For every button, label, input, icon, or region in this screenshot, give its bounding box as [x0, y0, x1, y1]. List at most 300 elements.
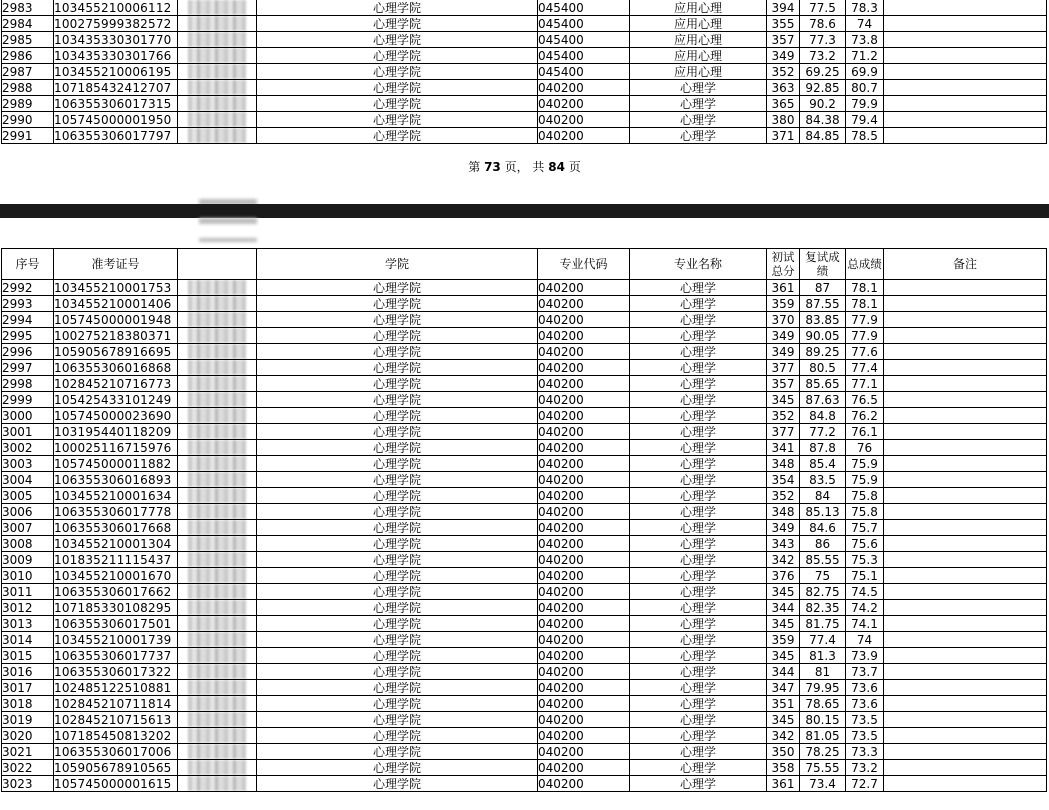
cell-exam-number: 102845210711814	[54, 696, 178, 712]
cell-school: 心理学院	[257, 728, 538, 744]
cell-name-redacted	[178, 96, 257, 112]
redaction-blur	[188, 728, 246, 743]
cell-retest-score: 83.5	[800, 472, 846, 488]
table-row	[2, 128, 1047, 144]
cell-exam-number: 105745000001950	[54, 112, 178, 128]
redaction-blur	[188, 744, 246, 759]
header-major-code: 专业代码	[538, 249, 630, 280]
cell-initial-score: 359	[767, 632, 800, 648]
cell-major-name: 心理学	[630, 568, 767, 584]
table-row	[2, 712, 1047, 728]
table-row	[2, 296, 1047, 312]
cell-total-score: 78.1	[846, 280, 884, 296]
cell-exam-number: 105425433101249	[54, 392, 178, 408]
cell-initial-score: 342	[767, 552, 800, 568]
cell-exam-number: 103455210001670	[54, 568, 178, 584]
cell-major-name: 心理学	[630, 312, 767, 328]
redaction-blur	[188, 80, 246, 95]
cell-total-score: 73.5	[846, 728, 884, 744]
redaction-blur	[188, 520, 246, 535]
header-school: 学院	[257, 249, 538, 280]
cell-exam-number: 106355306016868	[54, 360, 178, 376]
cell-initial-score: 355	[767, 16, 800, 32]
cell-seq: 3001	[2, 424, 54, 440]
cell-seq: 3010	[2, 568, 54, 584]
cell-initial-score: 341	[767, 440, 800, 456]
cell-major-code: 040200	[538, 408, 630, 424]
cell-name-redacted	[178, 744, 257, 760]
cell-initial-score: 357	[767, 32, 800, 48]
cell-school: 心理学院	[257, 744, 538, 760]
redaction-blur	[188, 0, 246, 15]
cell-retest-score: 78.6	[800, 16, 846, 32]
cell-major-code: 040200	[538, 80, 630, 96]
cell-retest-score: 87.55	[800, 296, 846, 312]
table-row	[2, 16, 1047, 32]
cell-retest-score: 81.3	[800, 648, 846, 664]
cell-initial-score: 354	[767, 472, 800, 488]
cell-initial-score: 380	[767, 112, 800, 128]
cell-note	[884, 584, 1047, 600]
redaction-blur	[188, 488, 246, 503]
cell-seq: 2984	[2, 16, 54, 32]
cell-major-name: 心理学	[630, 616, 767, 632]
cell-note	[884, 520, 1047, 536]
cell-note	[884, 408, 1047, 424]
table-row	[2, 504, 1047, 520]
cell-retest-score: 85.65	[800, 376, 846, 392]
cell-school: 心理学院	[257, 328, 538, 344]
cell-retest-score: 79.95	[800, 680, 846, 696]
cell-major-name: 心理学	[630, 696, 767, 712]
cell-exam-number: 100275999382572	[54, 16, 178, 32]
cell-note	[884, 712, 1047, 728]
cell-note	[884, 680, 1047, 696]
cell-retest-score: 85.55	[800, 552, 846, 568]
cell-major-code: 040200	[538, 344, 630, 360]
cell-initial-score: 344	[767, 600, 800, 616]
cell-school: 心理学院	[257, 472, 538, 488]
cell-exam-number: 103435330301770	[54, 32, 178, 48]
cell-seq: 2986	[2, 48, 54, 64]
cell-name-redacted	[178, 128, 257, 144]
cell-initial-score: 344	[767, 664, 800, 680]
cell-seq: 3014	[2, 632, 54, 648]
cell-seq: 3000	[2, 408, 54, 424]
cell-major-name: 心理学	[630, 744, 767, 760]
cell-name-redacted	[178, 80, 257, 96]
cell-retest-score: 77.5	[800, 0, 846, 16]
cell-retest-score: 84.85	[800, 128, 846, 144]
cell-initial-score: 352	[767, 408, 800, 424]
cell-major-name: 心理学	[630, 80, 767, 96]
cell-seq: 2983	[2, 0, 54, 16]
cell-seq: 3017	[2, 680, 54, 696]
cell-school: 心理学院	[257, 504, 538, 520]
cell-total-score: 77.1	[846, 376, 884, 392]
table-row	[2, 472, 1047, 488]
cell-major-code: 040200	[538, 680, 630, 696]
cell-retest-score: 77.4	[800, 632, 846, 648]
cell-major-code: 040200	[538, 424, 630, 440]
redaction-blur	[199, 238, 257, 242]
cell-note	[884, 632, 1047, 648]
cell-major-name: 心理学	[630, 664, 767, 680]
cell-exam-number: 106355306017662	[54, 584, 178, 600]
cell-name-redacted	[178, 520, 257, 536]
cell-name-redacted	[178, 296, 257, 312]
cell-exam-number: 102485122510881	[54, 680, 178, 696]
redaction-blur	[188, 296, 246, 311]
cell-name-redacted	[178, 648, 257, 664]
cell-total-score: 79.4	[846, 112, 884, 128]
cell-major-code: 040200	[538, 776, 630, 792]
cell-exam-number: 103455210001753	[54, 280, 178, 296]
cell-seq: 3002	[2, 440, 54, 456]
cell-retest-score: 75.55	[800, 760, 846, 776]
cell-total-score: 74	[846, 16, 884, 32]
cell-total-score: 78.5	[846, 128, 884, 144]
cell-note	[884, 472, 1047, 488]
cell-retest-score: 77.2	[800, 424, 846, 440]
cell-major-name: 心理学	[630, 392, 767, 408]
cell-major-code: 040200	[538, 600, 630, 616]
cell-major-code: 040200	[538, 280, 630, 296]
cell-total-score: 73.8	[846, 32, 884, 48]
table-row	[2, 312, 1047, 328]
cell-exam-number: 106355306017797	[54, 128, 178, 144]
cell-retest-score: 84.8	[800, 408, 846, 424]
results-table-top	[1, 0, 1047, 144]
cell-name-redacted	[178, 456, 257, 472]
cell-exam-number: 105745000001948	[54, 312, 178, 328]
cell-note	[884, 16, 1047, 32]
cell-major-code: 040200	[538, 568, 630, 584]
redaction-blur	[188, 568, 246, 583]
cell-name-redacted	[178, 536, 257, 552]
cell-initial-score: 347	[767, 680, 800, 696]
cell-seq: 3016	[2, 664, 54, 680]
cell-exam-number: 102845210716773	[54, 376, 178, 392]
table-row	[2, 0, 1047, 16]
cell-initial-score: 345	[767, 712, 800, 728]
redaction-blur	[199, 218, 257, 224]
table-row	[2, 456, 1047, 472]
cell-name-redacted	[178, 48, 257, 64]
redaction-blur	[188, 776, 246, 791]
cell-total-score: 76.1	[846, 424, 884, 440]
cell-note	[884, 0, 1047, 16]
cell-major-name: 心理学	[630, 712, 767, 728]
cell-seq: 3015	[2, 648, 54, 664]
table-row	[2, 328, 1047, 344]
cell-initial-score: 377	[767, 360, 800, 376]
cell-major-name: 心理学	[630, 648, 767, 664]
header-initial-score: 初试总分	[767, 249, 800, 280]
cell-note	[884, 112, 1047, 128]
cell-major-name: 心理学	[630, 600, 767, 616]
header-seq: 序号	[2, 249, 54, 280]
cell-exam-number: 103455210001304	[54, 536, 178, 552]
cell-school: 心理学院	[257, 536, 538, 552]
cell-initial-score: 377	[767, 424, 800, 440]
cell-name-redacted	[178, 632, 257, 648]
redaction-blur	[188, 64, 246, 79]
cell-school: 心理学院	[257, 344, 538, 360]
table-row	[2, 584, 1047, 600]
cell-school: 心理学院	[257, 0, 538, 16]
cell-exam-number: 106355306016893	[54, 472, 178, 488]
cell-note	[884, 728, 1047, 744]
redaction-blur	[188, 32, 246, 47]
cell-exam-number: 105905678916695	[54, 344, 178, 360]
table-row	[2, 392, 1047, 408]
cell-seq: 3012	[2, 600, 54, 616]
cell-name-redacted	[178, 616, 257, 632]
cell-major-code: 040200	[538, 96, 630, 112]
cell-seq: 2990	[2, 112, 54, 128]
cell-retest-score: 86	[800, 536, 846, 552]
table-row	[2, 696, 1047, 712]
cell-school: 心理学院	[257, 80, 538, 96]
cell-exam-number: 107185450813202	[54, 728, 178, 744]
cell-name-redacted	[178, 32, 257, 48]
header-retest-score: 复试成绩	[800, 249, 846, 280]
cell-school: 心理学院	[257, 760, 538, 776]
cell-major-code: 040200	[538, 392, 630, 408]
cell-note	[884, 776, 1047, 792]
cell-retest-score: 82.75	[800, 584, 846, 600]
cell-total-score: 73.3	[846, 744, 884, 760]
cell-seq: 3020	[2, 728, 54, 744]
cell-seq: 2991	[2, 128, 54, 144]
cell-exam-number: 106355306017322	[54, 664, 178, 680]
cell-major-name: 心理学	[630, 456, 767, 472]
cell-school: 心理学院	[257, 568, 538, 584]
cell-school: 心理学院	[257, 312, 538, 328]
cell-name-redacted	[178, 360, 257, 376]
cell-school: 心理学院	[257, 16, 538, 32]
cell-note	[884, 344, 1047, 360]
cell-total-score: 75.9	[846, 456, 884, 472]
cell-retest-score: 81.75	[800, 616, 846, 632]
cell-major-name: 心理学	[630, 536, 767, 552]
cell-total-score: 77.4	[846, 360, 884, 376]
cell-major-code: 040200	[538, 456, 630, 472]
cell-total-score: 77.9	[846, 328, 884, 344]
table-row	[2, 536, 1047, 552]
cell-note	[884, 536, 1047, 552]
cell-major-name: 心理学	[630, 488, 767, 504]
cell-exam-number: 102845210715613	[54, 712, 178, 728]
table-row	[2, 424, 1047, 440]
redaction-blur	[188, 360, 246, 375]
cell-initial-score: 394	[767, 0, 800, 16]
cell-exam-number: 105745000011882	[54, 456, 178, 472]
cell-school: 心理学院	[257, 440, 538, 456]
cell-exam-number: 106355306017315	[54, 96, 178, 112]
cell-school: 心理学院	[257, 648, 538, 664]
cell-major-code: 040200	[538, 328, 630, 344]
cell-major-code: 045400	[538, 0, 630, 16]
cell-note	[884, 376, 1047, 392]
table-row	[2, 552, 1047, 568]
cell-major-name: 应用心理	[630, 0, 767, 16]
cell-retest-score: 89.25	[800, 344, 846, 360]
cell-school: 心理学院	[257, 488, 538, 504]
redaction-blur	[188, 456, 246, 471]
cell-total-score: 69.9	[846, 64, 884, 80]
cell-major-code: 040200	[538, 376, 630, 392]
cell-seq: 3023	[2, 776, 54, 792]
cell-initial-score: 352	[767, 488, 800, 504]
cell-total-score: 75.1	[846, 568, 884, 584]
cell-retest-score: 90.2	[800, 96, 846, 112]
cell-exam-number: 103455210001739	[54, 632, 178, 648]
table-row	[2, 760, 1047, 776]
table-row	[2, 96, 1047, 112]
cell-initial-score: 365	[767, 96, 800, 112]
table-row	[2, 600, 1047, 616]
cell-name-redacted	[178, 312, 257, 328]
cell-name-redacted	[178, 376, 257, 392]
cell-exam-number: 106355306017737	[54, 648, 178, 664]
cell-major-name: 心理学	[630, 128, 767, 144]
cell-total-score: 75.6	[846, 536, 884, 552]
cell-initial-score: 342	[767, 728, 800, 744]
cell-total-score: 72.7	[846, 776, 884, 792]
cell-major-code: 040200	[538, 648, 630, 664]
cell-note	[884, 616, 1047, 632]
cell-major-code: 045400	[538, 16, 630, 32]
cell-seq: 3008	[2, 536, 54, 552]
cell-major-code: 040200	[538, 696, 630, 712]
cell-retest-score: 84.6	[800, 520, 846, 536]
cell-total-score: 74.2	[846, 600, 884, 616]
cell-school: 心理学院	[257, 456, 538, 472]
cell-total-score: 79.9	[846, 96, 884, 112]
cell-major-code: 040200	[538, 360, 630, 376]
cell-school: 心理学院	[257, 600, 538, 616]
cell-major-name: 心理学	[630, 112, 767, 128]
cell-exam-number: 106355306017006	[54, 744, 178, 760]
redaction-blur	[188, 392, 246, 407]
cell-major-code: 040200	[538, 744, 630, 760]
cell-note	[884, 552, 1047, 568]
cell-total-score: 73.7	[846, 664, 884, 680]
cell-retest-score: 69.25	[800, 64, 846, 80]
cell-note	[884, 296, 1047, 312]
cell-initial-score: 371	[767, 128, 800, 144]
cell-major-name: 心理学	[630, 96, 767, 112]
cell-note	[884, 744, 1047, 760]
cell-total-score: 75.7	[846, 520, 884, 536]
cell-note	[884, 32, 1047, 48]
table-row	[2, 776, 1047, 792]
cell-exam-number: 105905678910565	[54, 760, 178, 776]
cell-exam-number: 103455210006112	[54, 0, 178, 16]
cell-major-name: 应用心理	[630, 64, 767, 80]
cell-seq: 3011	[2, 584, 54, 600]
table-row	[2, 728, 1047, 744]
cell-major-code: 040200	[538, 472, 630, 488]
cell-seq: 2993	[2, 296, 54, 312]
cell-seq: 3007	[2, 520, 54, 536]
cell-school: 心理学院	[257, 280, 538, 296]
cell-major-name: 心理学	[630, 584, 767, 600]
cell-initial-score: 363	[767, 80, 800, 96]
cell-initial-score: 345	[767, 584, 800, 600]
cell-total-score: 78.1	[846, 296, 884, 312]
table-row	[2, 280, 1047, 296]
cell-seq: 2998	[2, 376, 54, 392]
cell-retest-score: 92.85	[800, 80, 846, 96]
table-row	[2, 664, 1047, 680]
cell-seq: 2996	[2, 344, 54, 360]
cell-school: 心理学院	[257, 552, 538, 568]
cell-total-score: 77.6	[846, 344, 884, 360]
cell-major-code: 040200	[538, 712, 630, 728]
cell-seq: 3009	[2, 552, 54, 568]
cell-note	[884, 600, 1047, 616]
cell-total-score: 76	[846, 440, 884, 456]
redaction-blur	[188, 96, 246, 111]
cell-retest-score: 73.2	[800, 48, 846, 64]
cell-note	[884, 664, 1047, 680]
cell-retest-score: 83.85	[800, 312, 846, 328]
cell-name-redacted	[178, 728, 257, 744]
cell-name-redacted	[178, 328, 257, 344]
cell-total-score: 74.1	[846, 616, 884, 632]
cell-major-code: 040200	[538, 488, 630, 504]
cell-major-code: 045400	[538, 32, 630, 48]
cell-seq: 2985	[2, 32, 54, 48]
cell-school: 心理学院	[257, 696, 538, 712]
cell-major-name: 心理学	[630, 408, 767, 424]
redaction-blur	[188, 696, 246, 711]
cell-school: 心理学院	[257, 32, 538, 48]
page-separator	[0, 204, 1049, 218]
redaction-blur	[188, 552, 246, 567]
redaction-blur	[188, 664, 246, 679]
cell-school: 心理学院	[257, 520, 538, 536]
cell-total-score: 73.6	[846, 680, 884, 696]
cell-major-name: 心理学	[630, 520, 767, 536]
cell-exam-number: 105745000023690	[54, 408, 178, 424]
table-row	[2, 48, 1047, 64]
table-row	[2, 616, 1047, 632]
cell-exam-number: 103435330301766	[54, 48, 178, 64]
cell-school: 心理学院	[257, 96, 538, 112]
cell-major-code: 040200	[538, 128, 630, 144]
cell-name-redacted	[178, 680, 257, 696]
cell-major-name: 心理学	[630, 296, 767, 312]
cell-major-code: 045400	[538, 48, 630, 64]
cell-retest-score: 78.65	[800, 696, 846, 712]
cell-note	[884, 64, 1047, 80]
cell-school: 心理学院	[257, 664, 538, 680]
cell-retest-score: 87.8	[800, 440, 846, 456]
cell-name-redacted	[178, 472, 257, 488]
cell-seq: 3006	[2, 504, 54, 520]
cell-total-score: 74.5	[846, 584, 884, 600]
cell-note	[884, 648, 1047, 664]
cell-seq: 2989	[2, 96, 54, 112]
cell-total-score: 74	[846, 632, 884, 648]
cell-major-code: 045400	[538, 64, 630, 80]
header-note: 备注	[884, 249, 1047, 280]
cell-school: 心理学院	[257, 616, 538, 632]
